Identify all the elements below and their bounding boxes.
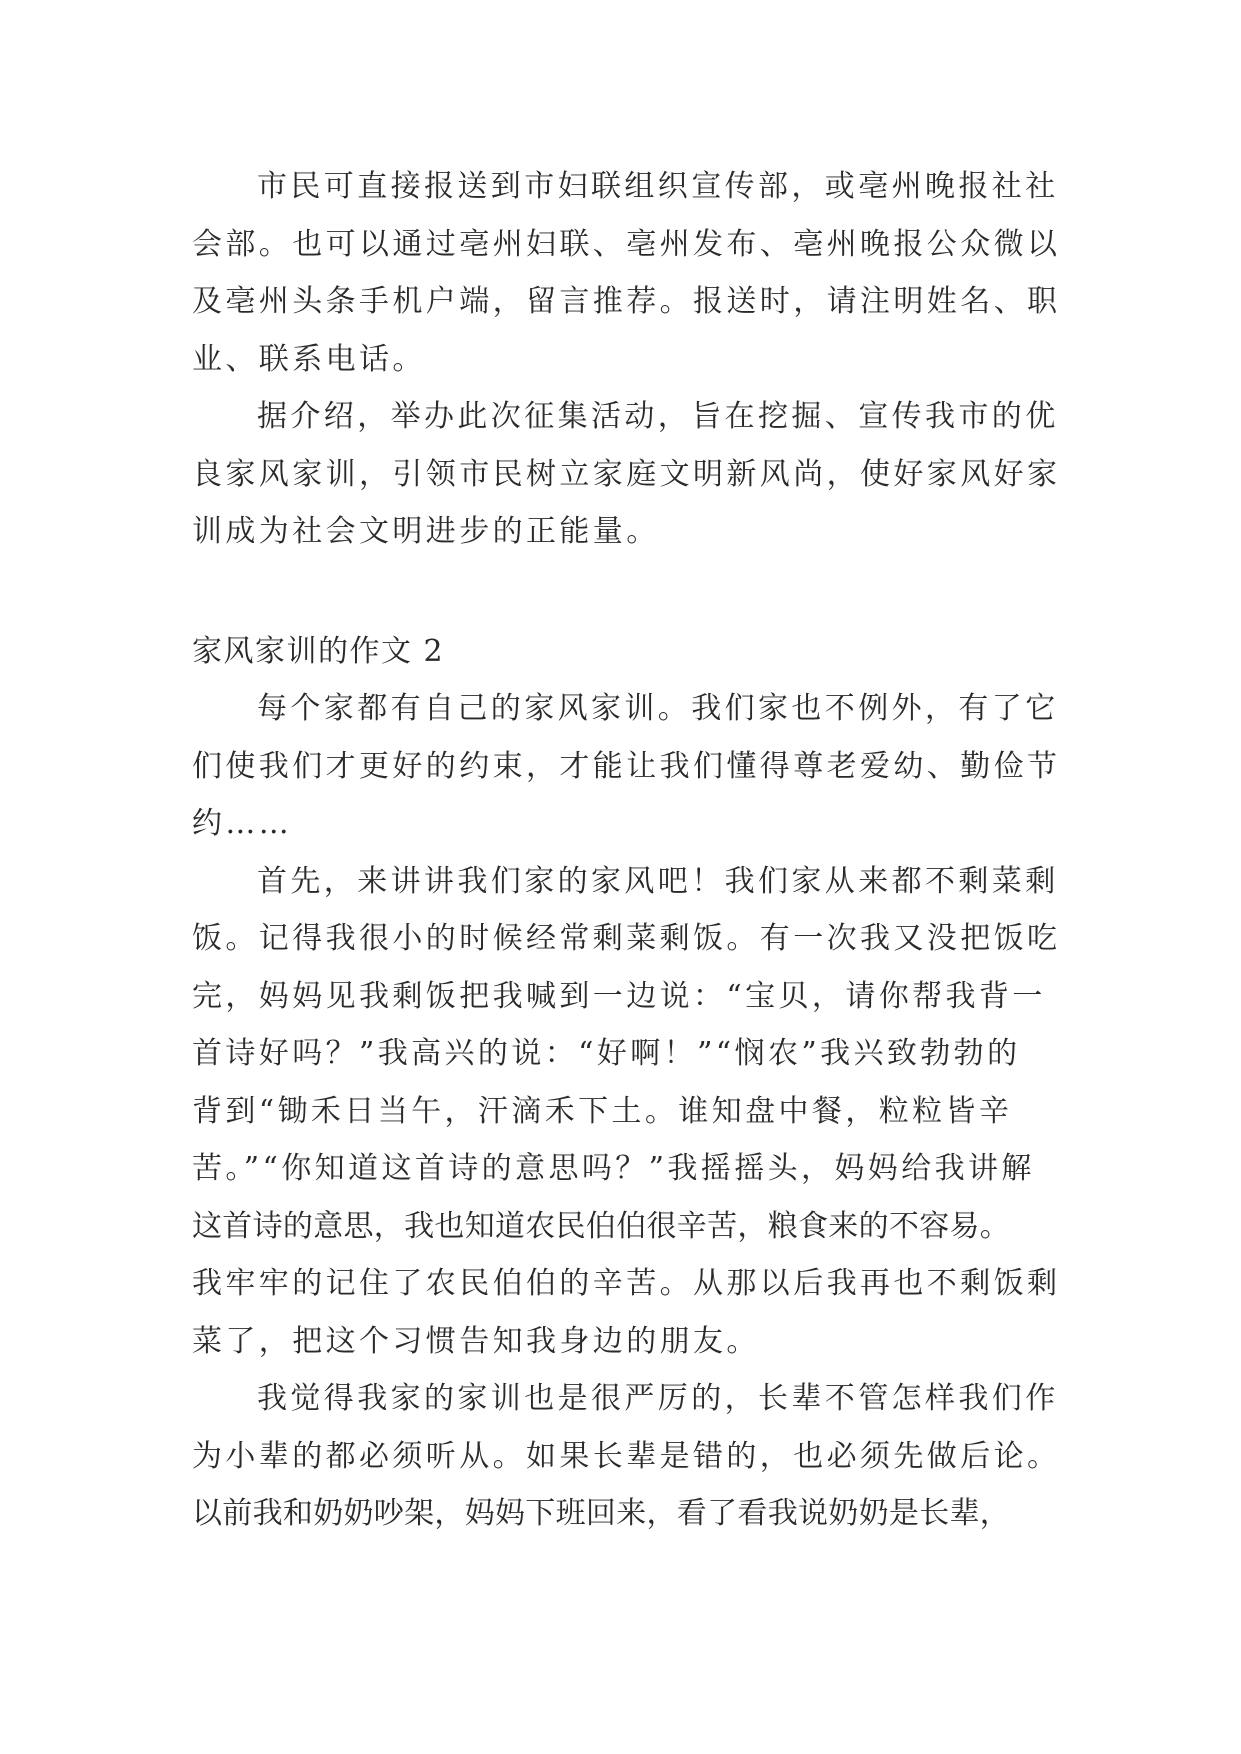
text-line: 约…… [192,806,293,841]
text-line: 及亳州头条手机户端，留言推荐。报送时，请注明姓名、职 [192,284,1061,319]
text-line: 首诗好吗？”我高兴的说：“好啊！”“悯农”我兴致勃勃的 [192,1036,1021,1071]
text-line: 我觉得我家的家训也是很严厉的，长辈不管怎样我们作 [257,1381,1059,1416]
text-line: 首先，来讲讲我们家的家风吧！我们家从来都不剩菜剩 [257,863,1059,899]
text-line: 这首诗的意思，我也知道农民伯伯很辛苦，粮食来的不容易。 [192,1208,1011,1244]
paragraph [192,680,1061,853]
text-line: 市民可直接报送到市妇联组织宣传部，或亳州晚报社社 [257,169,1059,204]
text-line: 背到“锄禾日当午，汗滴禾下土。谁知盘中餐，粒粒皆辛 [192,1093,1013,1129]
text-line: 完，妈妈见我剩饭把我喊到一边说：“宝贝，请你帮我背一 [192,978,1046,1014]
paragraph [192,158,1061,388]
text-line: 业、联系电话。 [192,341,426,377]
paragraph [192,388,1061,561]
text-line: 为小辈的都必须听从。如果长辈是错的，也必须先做后论。 [192,1438,1061,1474]
text-line: 菜了，把这个习惯告知我身边的朋友。 [192,1323,760,1359]
text-line: 良家风家训，引领市民树立家庭文明新风尚，使好家风好家 [192,456,1061,492]
paragraph [192,1370,1061,1543]
text-line: 据介绍，举办此次征集活动，旨在挖掘、宣传我市的优 [257,399,1059,434]
paragraph [192,853,1061,1371]
text-line: 饭。记得我很小的时候经常剩菜剩饭。有一次我又没把饭吃 [192,921,1061,956]
document-body [192,158,1061,1543]
text-line: 每个家都有自己的家风家训。我们家也不例外，有了它 [257,691,1059,726]
text-line: 以前我和奶奶吵架，妈妈下班回来，看了看我说奶奶是长辈， [192,1496,1011,1531]
text-line: 训成为社会文明进步的正能量。 [192,514,660,549]
text-line: 们使我们才更好的约束，才能让我们懂得尊老爱幼、勤俭节 [192,748,1061,784]
text-line: 会部。也可以通过亳州妇联、亳州发布、亳州晚报公众微以 [192,226,1061,262]
text-line: 苦。”“你知道这首诗的意思吗？”我摇摇头，妈妈给我讲解 [192,1151,1035,1186]
section-title: 家风家训的作文 2 [192,633,445,669]
section-spacer [192,561,1052,623]
text-line: 我牢牢的记住了农民伯伯的辛苦。从那以后我再也不剩饭剩 [192,1266,1061,1301]
